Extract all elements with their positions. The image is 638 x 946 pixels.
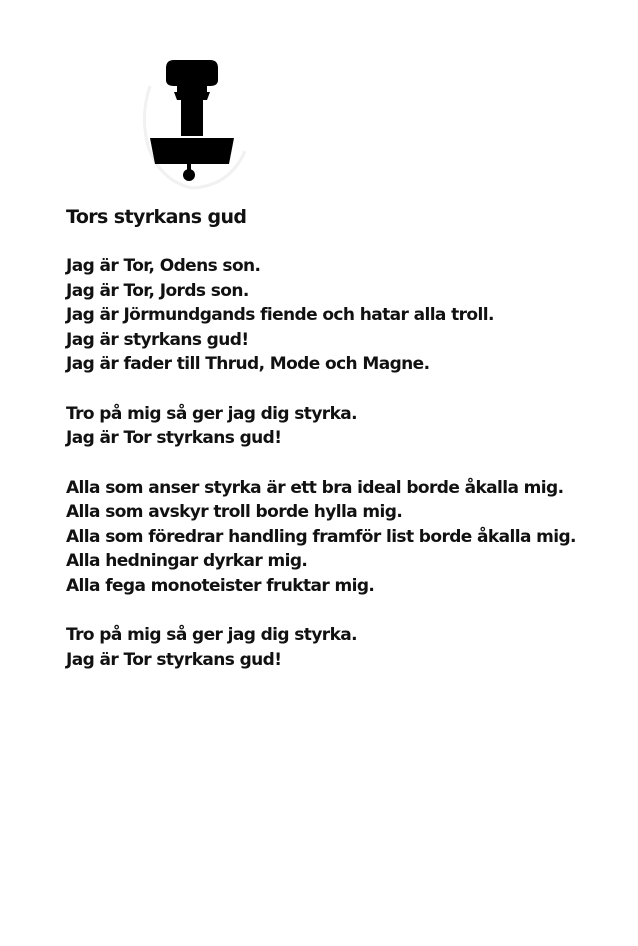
- poem-line: Alla som avskyr troll borde hylla mig.: [66, 502, 403, 522]
- poem-line: Tro på mig så ger jag dig styrka.: [66, 403, 358, 424]
- poem-line: Alla fega monoteister fruktar mig.: [66, 575, 375, 596]
- poem-line: Jag är Tor, Odens son.: [66, 256, 261, 276]
- poem-line: Alla som anser styrka är ett bra ideal borde åkalla mig.: [66, 477, 564, 498]
- thors-hammer-icon: [130, 46, 254, 192]
- poem-line: Jag är Tor, Jords son.: [66, 280, 249, 301]
- poem-line: Jag är Tor styrkans gud!: [66, 428, 282, 448]
- stanza: [66, 623, 626, 672]
- poem-title: Tors styrkans gud: [66, 206, 247, 228]
- poem-line: Alla som föredrar handling framför list borde åkalla mig.: [66, 526, 576, 547]
- poem-line: Jag är Tor styrkans gud!: [66, 649, 282, 670]
- poem-line: Jag är Jörmundgands fiende och hatar alla troll.: [66, 305, 494, 325]
- poem-line: Alla hedningar dyrkar mig.: [66, 551, 308, 571]
- poem-line: Jag är styrkans gud!: [66, 329, 249, 350]
- stanza: [66, 476, 626, 599]
- stanza: [66, 402, 626, 451]
- poem-line: Jag är fader till Thrud, Mode och Magne.: [66, 354, 430, 374]
- stanza: [66, 254, 626, 377]
- poem-line: Tro på mig så ger jag dig styrka.: [66, 625, 358, 645]
- poem: [66, 204, 626, 697]
